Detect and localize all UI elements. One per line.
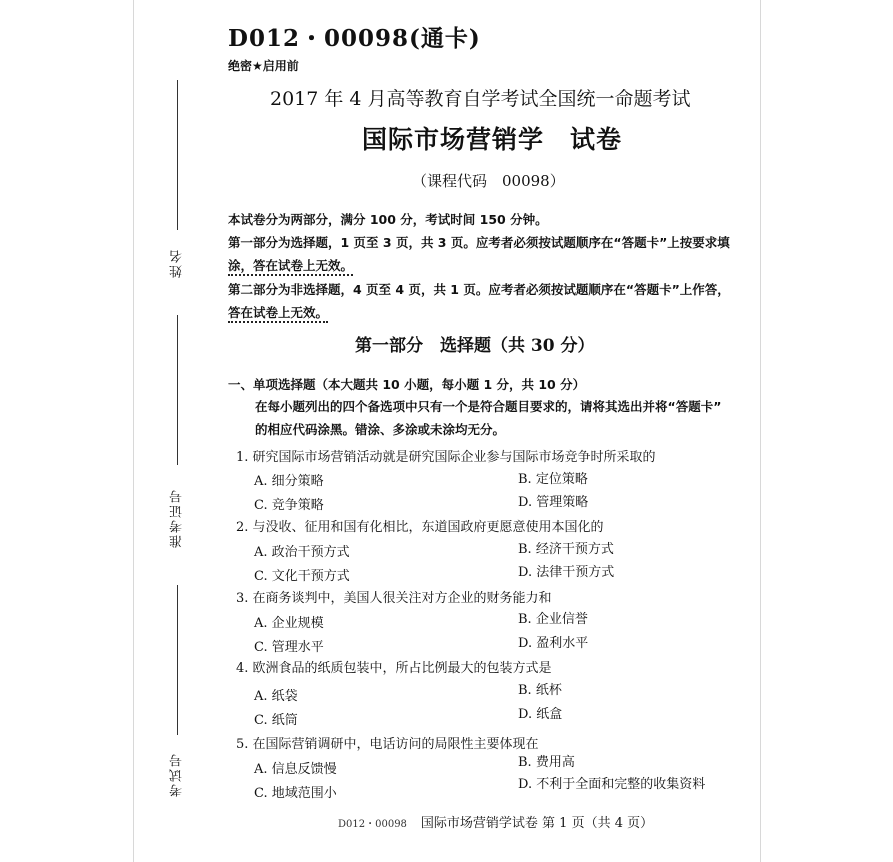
question-1-option-c: C. 竞争策略 xyxy=(254,498,324,513)
left-page-edge xyxy=(133,0,134,862)
secrecy-label: 绝密★启用前 xyxy=(228,59,299,73)
question-4-option-a: A. 纸袋 xyxy=(254,689,298,704)
intro-line-5 xyxy=(228,303,328,321)
question-1-option-b: B. 定位策略 xyxy=(518,472,588,487)
question-5-stem: 5. 在国际营销调研中，电话访问的局限性主要体现在 xyxy=(236,737,539,752)
section-instruction-1: 在每小题列出的四个备选项中只有一个是符合题目要求的，请将其选出并将“答题卡” xyxy=(255,399,722,414)
page-footer xyxy=(338,812,653,831)
question-5-option-c: C. 地域范围小 xyxy=(254,786,337,801)
question-2-stem: 2. 与没收、征用和国有化相比，东道国政府更愿意使用本国化的 xyxy=(236,520,604,535)
question-3-option-a: A. 企业规模 xyxy=(254,616,324,631)
question-2-option-b: B. 经济干预方式 xyxy=(518,542,614,557)
exam-title: 2017 年 4 月高等教育自学考试全国统一命题考试 xyxy=(270,88,691,110)
intro-line-3 xyxy=(228,256,353,274)
subject-title: 国际市场营销学 试卷 xyxy=(362,125,623,154)
question-1-option-a: A. 细分策略 xyxy=(254,474,324,489)
question-4-stem: 4. 欧洲食品的纸质包装中，所占比例最大的包装方式是 xyxy=(236,661,552,676)
intro-line-2: 第一部分为选择题，1 页至 3 页，共 3 页。应考者必须按试题顺序在“答题卡”上按要求填 xyxy=(228,235,730,250)
question-3-stem: 3. 在商务谈判中，美国人很关注对方企业的财务能力和 xyxy=(236,591,552,606)
question-4-option-d: D. 纸盒 xyxy=(518,707,563,722)
section-heading: 一、单项选择题（本大题共 10 小题，每小题 1 分，共 10 分） xyxy=(228,377,586,392)
question-2-option-a: A. 政治干预方式 xyxy=(254,545,350,560)
intro-line-5-text: 答在试卷上无效。 xyxy=(228,305,328,323)
binding-line-3 xyxy=(177,585,178,735)
intro-line-1: 本试卷分为两部分，满分 100 分，考试时间 150 分钟。 xyxy=(228,212,548,227)
question-3-option-c: C. 管理水平 xyxy=(254,640,324,655)
question-4-option-c: C. 纸筒 xyxy=(254,713,298,728)
intro-line-4: 第二部分为非选择题，4 页至 4 页，共 1 页。应考者必须按试题顺序在“答题卡”上作答， xyxy=(228,282,730,297)
section-instruction-2: 的相应代码涂黑。错涂、多涂或未涂均无分。 xyxy=(255,422,506,437)
question-5-option-d: D. 不利于全面和完整的收集资料 xyxy=(518,777,706,792)
footer-page-text: 国际市场营销学试卷 第 1 页（共 4 页） xyxy=(420,816,654,831)
binding-line-2 xyxy=(177,315,178,465)
course-code: （课程代码 00098） xyxy=(412,172,565,190)
question-2-option-c: C. 文化干预方式 xyxy=(254,569,350,584)
question-5-option-b: B. 费用高 xyxy=(518,755,575,770)
question-5-option-a: A. 信息反馈慢 xyxy=(254,762,337,777)
question-2-option-d: D. 法律干预方式 xyxy=(518,565,615,580)
right-page-edge xyxy=(760,0,761,862)
seat-number-label: 考试号 xyxy=(170,752,185,797)
question-1-option-d: D. 管理策略 xyxy=(518,495,589,510)
question-3-option-d: D. 盈利水平 xyxy=(518,636,589,651)
paper-code: D012・00098(通卡) xyxy=(228,25,481,52)
admission-number-label: 准考证号 xyxy=(170,488,185,548)
question-4-option-b: B. 纸杯 xyxy=(518,683,562,698)
footer-code: D012・00098 xyxy=(338,819,407,830)
part-title: 第一部分 选择题（共 30 分） xyxy=(355,336,595,356)
question-1-stem: 1. 研究国际市场营销活动就是研究国际企业参与国际市场竞争时所采取的 xyxy=(236,450,656,465)
name-label: 姓名 xyxy=(170,248,185,278)
question-3-option-b: B. 企业信誉 xyxy=(518,612,588,627)
intro-line-3-text: 涂，答在试卷上无效。 xyxy=(228,258,353,276)
binding-line-1 xyxy=(177,80,178,230)
